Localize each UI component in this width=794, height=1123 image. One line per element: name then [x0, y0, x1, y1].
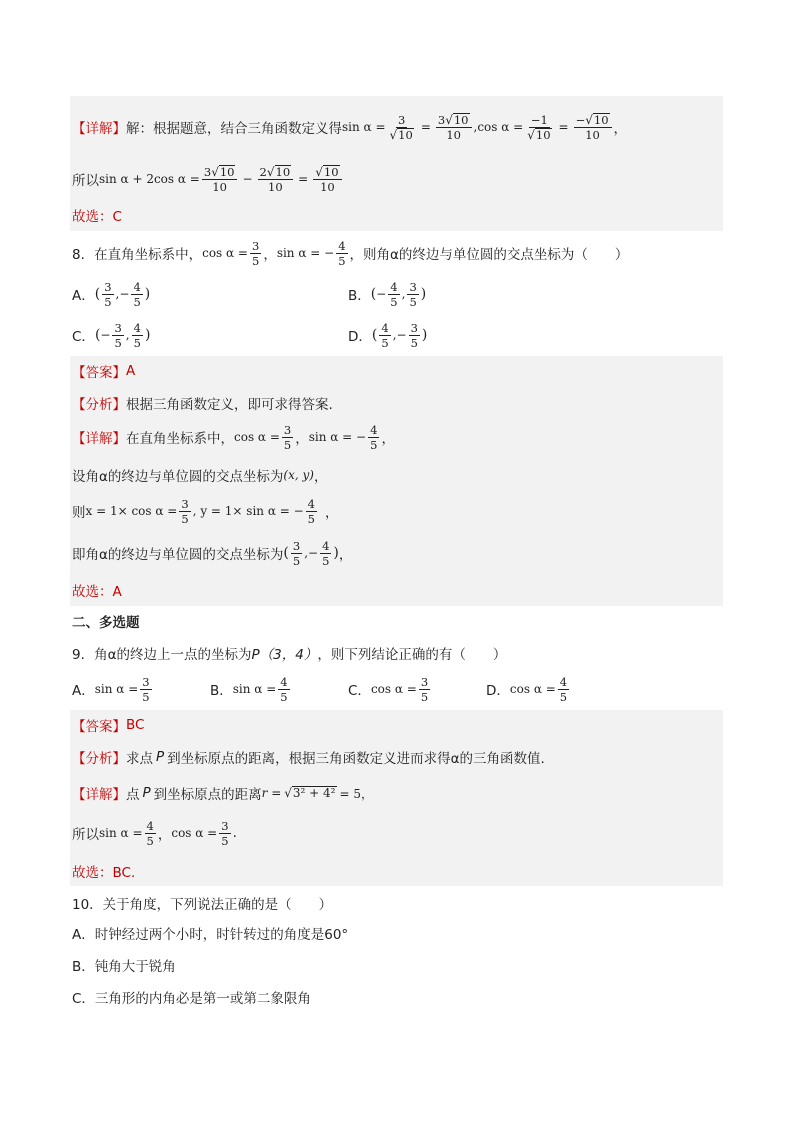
q9-detail-1: 【详解】 点 P 到坐标原点的距离 r = √ 3² + 4² = 5，	[72, 785, 374, 803]
q8-detail-1: 【详解】 在直角坐标系中， cos α = $\frac{3}{5}$ ， sin α = − $\frac{4}{5}$ ，	[72, 422, 395, 452]
q10-option-a[interactable]: A．时钟经过两个小时，时针转过的角度是60°	[72, 927, 349, 943]
q9-answer: 【答案】 BC	[72, 717, 145, 735]
q10-option-c[interactable]: C．三角形的内角必是第一或第二象限角	[72, 991, 311, 1007]
comma: ，	[613, 121, 628, 137]
sum-formula: sin α + 2cos α = 3 √ 10 10 − 2 √ 10 10 = √ 10 10	[99, 165, 344, 194]
q7-choice: 故选：C	[72, 209, 122, 225]
q8-option-b[interactable]: B． ( − $\frac{4}{5}$ , $\frac{3}{5}$ )	[348, 279, 427, 309]
q8-analysis: 【分析】 根据三角函数定义，即可求得答案.	[72, 397, 333, 413]
q8-detail-2: 设角α的终边与单位圆的交点坐标为 (x, y) ，	[72, 468, 328, 485]
q9-option-b[interactable]: B． sin α = $\frac{4}{5}$	[210, 674, 288, 704]
detail-tag: 【详解】	[72, 121, 126, 137]
q8-detail-3: 则 x = 1× cos α = $\frac{3}{5}$ , y = 1× sin α = − $\frac{4}{5}$ ，	[72, 496, 339, 526]
q9-option-c[interactable]: C． cos α = $\frac{3}{5}$	[348, 674, 429, 704]
q8-option-d[interactable]: D． ( $\frac{4}{5}$ , − $\frac{3}{5}$ )	[348, 320, 428, 350]
sin-formula: sin α = 3 √ 10 = 3 √ 10 10 , cos α = −1 √ 10 = − √ 10 10	[342, 113, 614, 142]
q7-detail-line-2: 所以 sin α + 2cos α = 3 √ 10 10 − 2 √ 10 10 = √ 10 10	[72, 164, 344, 194]
q9-question: 9．角α的终边上一点的坐标为 P（3，4） ，则下列结论正确的有（ ）	[72, 647, 507, 663]
section-title: 二、多选题	[72, 615, 140, 631]
q7-detail-line-1	[72, 112, 627, 142]
q9-option-a[interactable]: A． sin α = $\frac{3}{5}$	[72, 674, 150, 704]
q9-choice: 故选：BC.	[72, 865, 136, 881]
q10-question: 10．关于角度，下列说法正确的是（ ）	[72, 897, 333, 913]
q8-answer: 【答案】 A	[72, 363, 136, 381]
q8-detail-4: 即角α的终边与单位圆的交点坐标为 ( $\frac{3}{5}$ , − $\frac{4}{5}$ ) ，	[72, 538, 353, 568]
detail-intro: 解：根据题意，结合三角函数定义得	[126, 121, 342, 137]
q8-option-a[interactable]: A． ( $\frac{3}{5}$ , − $\frac{4}{5}$ )	[72, 279, 151, 309]
q10-option-b[interactable]: B．钝角大于锐角	[72, 959, 176, 975]
q9-option-d[interactable]: D． cos α = $\frac{4}{5}$	[486, 674, 568, 704]
q8-option-c[interactable]: C． ( − $\frac{3}{5}$ , $\frac{4}{5}$ )	[72, 320, 151, 350]
q8-choice: 故选：A	[72, 584, 122, 600]
q8-question: 8．在直角坐标系中， cos α = $\frac{3}{5}$ ， sin α = − $\frac{4}{5}$ ，则角α的终边与单位圆的交点坐标为（ ）	[72, 238, 629, 268]
q9-analysis: 【分析】 求点 P 到坐标原点的距离，根据三角函数定义进而求得α的三角函数值.	[72, 749, 545, 767]
q9-detail-2: 所以 sin α = $\frac{4}{5}$ ， cos α = $\frac{3}{5}$ .	[72, 818, 237, 848]
